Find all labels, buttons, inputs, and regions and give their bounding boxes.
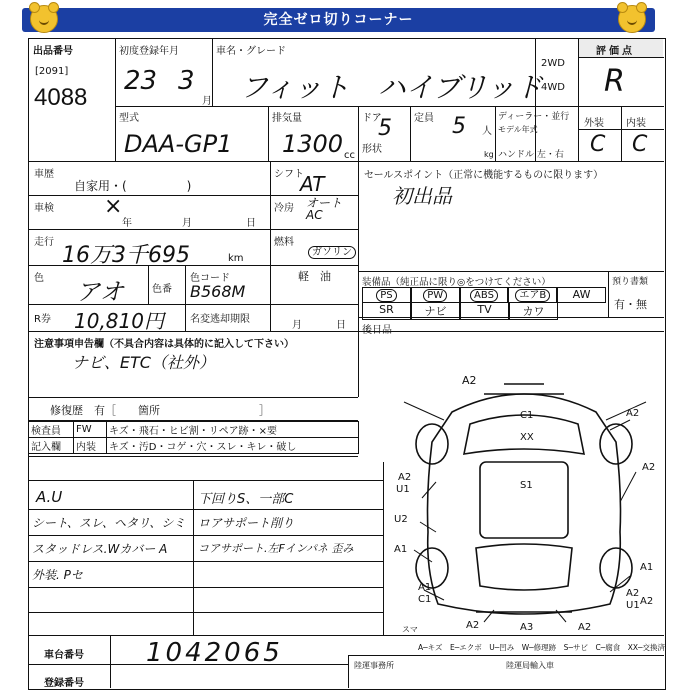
inspector-table: 検査員 FW キズ・飛石・ヒビ割・リペア跡・×要 記入欄 内装 キズ・汚D・コゲ・穴・スレ・キレ・破し [28,421,359,454]
interior-value: C [632,132,648,157]
lot-code: [2091] [35,66,69,77]
color-code-label: 色コード [190,273,230,284]
mark-a2-right: A2 [642,462,656,473]
equip-tv: TV [460,302,509,320]
equipment-row-2 [362,302,558,320]
capacity-label: 定員 [414,113,434,124]
mark-a2-left: A2 [398,472,412,483]
mark-sumi: スマ [402,625,418,634]
interior-label: 内装 [626,118,646,129]
color-no-label: 色番 [152,284,172,295]
shift-label: シフト [274,169,304,180]
mark-a2-fr: A2 [626,408,640,419]
mark-a2-side: A2 [640,596,654,607]
mark-a1-rear: A1 [418,582,432,593]
first-reg-year: 23 [124,66,158,96]
damage-legend: A─キズ E─エクボ U─凹み W─修理跡 S─サビ C─腐食 XX─交換済 [418,643,666,652]
corner-banner [22,8,655,32]
hold-docs-value: 有・無 [614,298,647,311]
rear-window [476,544,572,590]
mark-a2-rear-left: A2 [466,620,480,631]
equipment-label: 装備品（純正品に限り◎をつけてください） [362,277,551,288]
equip-aw: AW [557,287,606,303]
color-value: アオ [76,278,124,306]
name-change-label: 名変逃却期限 [190,314,250,325]
handle-label: ハンドル 左・右 [498,150,564,160]
doors-label: ドア [362,113,382,124]
equip-airbag: エアB [515,289,550,302]
grade-label: 評価点 [596,46,635,57]
comment-left-4: 外装. Pセ [32,568,83,582]
hold-docs-label: 預り書類 [612,277,649,287]
first-reg-month: 3 [178,66,195,96]
capacity-value: 5 [452,114,466,139]
recycle-label: R券 [34,314,51,325]
equip-pw: PW [423,289,447,302]
mileage-value: 16万3千695 [62,243,190,268]
comment-right-2: ロアサポート削り [198,516,295,530]
model-year-label: モデル年式 [498,125,538,134]
history-value: 自家用・( ) [74,179,192,193]
chassis-number: 1042065 [146,638,283,668]
displacement-value: 1300 [282,130,344,158]
inspector-label: 検査員 [29,422,74,438]
registration-label: 登録番号 [44,678,84,689]
roof [480,462,568,538]
model-label: 車名・グレード [216,46,286,57]
model-name: フィット ハイブリッド [240,71,543,104]
comment-left-3: スタッドレス.Wカバー A [32,542,168,556]
drive-2wd: 2WD [541,58,565,69]
post-items-label: 後日品 [362,325,392,336]
cooling-value: オートAC [306,196,343,222]
notes-value: ナビ、ETC（社外） [72,353,215,372]
mark-a1-right: A1 [640,562,654,573]
exterior-value: C [590,132,606,157]
equip-leather: カワ [509,302,558,320]
dealer-label: ディーラー・並行 [498,112,570,122]
inspection-label: 車検 [34,203,54,214]
mark-a3-rear: A3 [520,622,534,633]
bear-mascot-icon [618,5,646,33]
mark-a1-left: A1 [394,544,408,555]
fuel-value: ガソリン [308,246,356,259]
mark-xx: XX [520,432,534,443]
mark-u1-rr: U1 [626,600,640,611]
lot-number: 4088 [34,84,88,111]
mark-u1-left: U1 [396,484,410,495]
mark-c1-rear: C1 [418,594,432,605]
mileage-label: 走行 [34,237,54,248]
comment-left-2: シート、スレ、ヘタリ、シミ [32,516,186,530]
chassis-label: 車台番号 [44,650,84,661]
equip-sr: SR [362,302,411,320]
type-value: DAA-GP1 [124,130,233,158]
entry-label: 記入欄 [29,438,74,454]
bear-mascot-icon [30,5,58,33]
lot-label: 出品番号 [33,46,73,57]
type-label: 型式 [119,113,139,124]
equip-navi: ナビ [411,302,460,320]
doors-value: 5 [378,116,392,141]
fuel-other: 軽 油 [298,270,331,283]
sales-point-label: セールスポイント（正常に機能するものに限ります） [364,170,604,181]
shape-label: 形状 [362,144,382,155]
mark-a2-rr: A2 [626,588,640,599]
notes-label: 注意事項申告欄（不具合内容は具体的に記入して下さい） [34,339,294,350]
equipment-row-1 [362,287,606,303]
drive-4wd: 4WD [541,82,565,93]
car-body-outline [428,394,621,614]
mark-c1-front: C1 [520,410,534,421]
equip-abs: ABS [470,289,498,302]
repair-history: 修復歴 有［ 箇所 ］ [50,404,270,417]
grade-value: R [604,64,625,99]
color-label: 色 [34,273,44,284]
exterior-label: 外装 [584,118,604,129]
sales-point-value: 初出品 [392,184,452,208]
recycle-value: 10,810円 [74,309,164,333]
comment-right-3: コアサポート.左Fインパネ 歪み [198,542,354,555]
stamp-office: 陸運事務所 [354,661,394,670]
mark-s1-roof: S1 [520,480,533,491]
comment-right-1: 下回りS、一部C [198,492,294,507]
fuel-label: 燃料 [274,237,294,248]
shift-value: AT [300,172,325,196]
color-code-value: B568M [190,282,246,301]
first-reg-label: 初度登録年月 [119,46,179,57]
banner-title: 完全ゼロ切りコーナー [263,12,414,28]
comment-left-1: A.U [36,488,63,506]
mark-a2-rear-right: A2 [578,622,592,633]
mark-a2-front: A2 [462,374,477,387]
displacement-label: 排気量 [272,113,302,124]
history-label: 車歴 [34,169,54,180]
cooling-label: 冷房 [274,203,294,214]
stamp-import: 陸運局輸入車 [506,661,554,670]
mark-u2-left: U2 [394,514,408,525]
inspection-value: × [104,194,123,219]
equip-ps: PS [376,289,396,302]
